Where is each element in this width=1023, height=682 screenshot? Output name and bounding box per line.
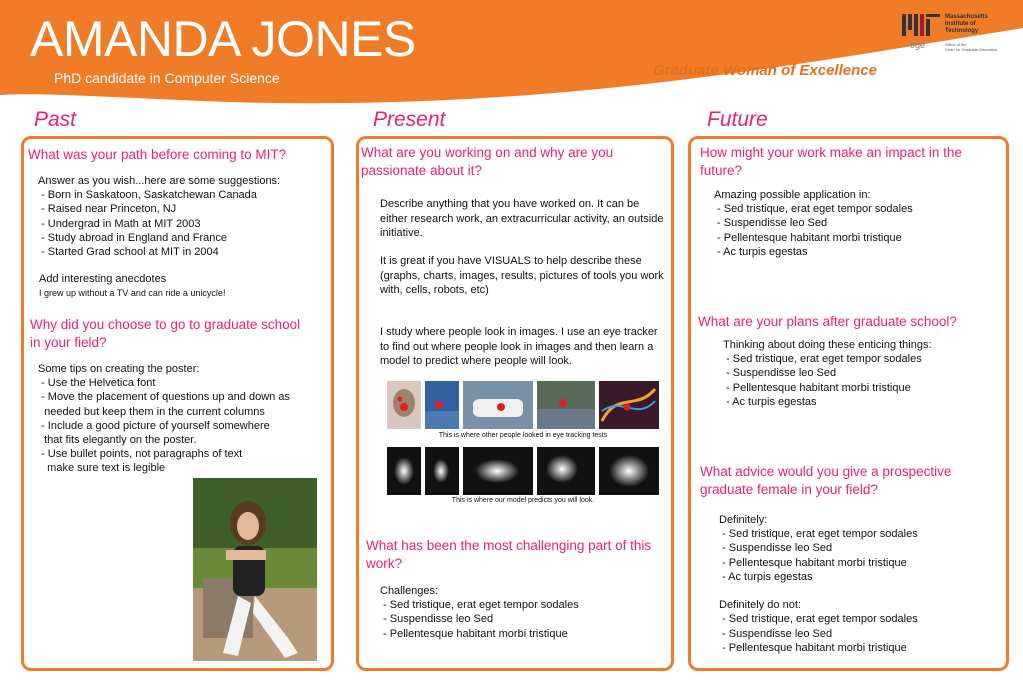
present-question-challenging: What has been the most challenging part of this work? (366, 538, 652, 571)
future-question-impact: How might your work make an impact in the future? (700, 145, 962, 178)
poster-tips: Some tips on creating the poster: - Use the Helvetica font - Move the placement of questions up and down as needed but keep them in the current columns - Include a good picture of yourself somewhere that fits elegantly on the poster. - Use bullet points, not paragraphs of text make sure text is legible (38, 363, 290, 475)
present-challenges: Challenges: - Sed tristique, erat eget tempor sodales - Suspendisse leo Sed - Pellentesque habitant morbi tristique (380, 585, 579, 640)
present-question-work: What are you working on and why are you passionate about it? (361, 145, 614, 178)
past-question-why-grad: Why did you choose to go to graduate school in your field? (30, 317, 301, 350)
eye-tracking-images (387, 381, 659, 431)
caption-eye-tracking: This is where other people looked in eye tracking tests (438, 432, 608, 439)
future-answer-impact: Amazing possible application in: - Sed tristique, erat eget tempor sodales - Suspendisse leo Sed - Pellentesque habitant morbi tristique - Ac turpis egestas (714, 189, 913, 258)
presenter-photo (193, 478, 317, 661)
future-question-advice: What advice would you give a prospective graduate female in your field? (700, 464, 952, 497)
present-paragraph-visuals: It is great if you have VISUALS to help describe these (graphs, charts, images, results, pictures of tools you work with, cells, robots, etc) (380, 255, 664, 297)
present-paragraph-describe: Describe anything that you have worked on. It can be either research work, an extracurricular activity, an outside initiative. (380, 198, 664, 240)
future-answer-plans: Thinking about doing these enticing things: - Sed tristique, erat eget tempor sodales - Suspendisse leo Sed - Pellentesque habitant morbi tristique - Ac turpis egestas (723, 339, 932, 408)
column-heading-past: Past (34, 108, 77, 131)
anecdote-text: I grew up without a TV and can ride a unicycle! (39, 288, 226, 298)
present-paragraph-research: I study where people look in images. I use an eye tracker to find out where people look in images and then learn a model to predict where people will look. (380, 326, 658, 368)
column-heading-future: Future (707, 108, 768, 131)
oge-logo: oge (910, 40, 926, 50)
saliency-map-images (387, 447, 659, 495)
future-question-plans: What are your plans after graduate school? (698, 314, 957, 329)
past-answer-path: Answer as you wish...here are some suggestions: - Born in Saskatoon, Saskatchewan Canada - Raised near Princeton, NJ - Undergrad in Math at MIT 2003 - Study abroad in England and France - Started Grad school at MIT in 2004 (38, 175, 281, 259)
presenter-subtitle: PhD candidate in Computer Science (54, 70, 280, 86)
past-question-path: What was your path before coming to MIT? (28, 147, 287, 162)
future-answer-advice: Definitely: - Sed tristique, erat eget tempor sodales - Suspendisse leo Sed - Pellentesque habitant morbi tristique - Ac turpis egestas Definitely do not: - Sed tristique, erat eget tempor sodales - Suspendisse leo Sed - Pellentesque habitant morbi tristique (719, 514, 918, 654)
mit-logo (902, 14, 942, 36)
mit-name: Massachusetts Institute of Technology (945, 14, 989, 34)
caption-model-prediction: This is where our model predicts you will look. (451, 497, 595, 504)
presenter-name: AMANDA JONES (30, 11, 416, 67)
award-title: Graduate Woman of Excellence (653, 62, 877, 79)
column-heading-present: Present (373, 108, 446, 131)
oge-office: Office of the Dean for Graduate Education (945, 42, 998, 52)
anecdote-title: Add interesting anecdotes (39, 273, 167, 285)
